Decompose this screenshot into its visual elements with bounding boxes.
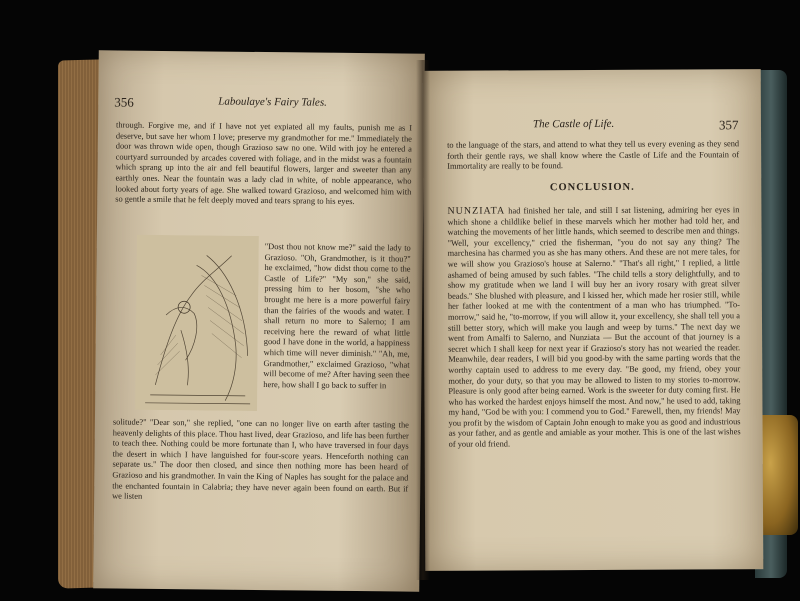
book-gutter-shadow	[416, 60, 430, 580]
dropcap-word: NUNZIATA	[447, 205, 506, 217]
right-paragraph-2-text: had finished her tale, and still I sat listening, admiring her eyes in which shone a childlike belief in these marvels which her mother had told her, and watching the movements of her little hands, which seemed to describe men and things. "Well, your excellency," cried the fisherman, "you do not say any thing? The marchesina has charmed you as she has many others. And these are not mere tales, for we will show you Grazioso's house at Salerno." "That's all right," I replied, a little ashamed of being amused by such fables. "The child tells a story delightfully, and to show my gratitude when we land I will buy her an ivory rosary with great silver beads." She blushed with pleasure, and I kissed her, which made her rosier still, while her father looked at me with the contentment of a man who has triumphed. "To-morrow," said he, "to-morrow, if you will allow it, your excellency, she shall tell you a still better story, which will make you laugh and weep by turns." The next day we went from Amalfi to Salerno, and Nunziata — But the account of that journey is a secret which I shall keep for next year if Grazioso's story has not wearied the reader. Meanwhile, dear readers, I will bid you good-by with the same parting words that the worthy captain used to address to me every day. "Be good, my friend, obey your mother, do your duty, so that you may be allowed to listen to my stories to-morrow. Pleasure is only good after being earned. Work is the sweeter for duty coming first. He who has worked the hardest enjoys himself the most. And now," he used to add, taking my hand, "God be with you: I commend you to God." Farewell, then, my friends! May you profit by the wisdom of Captain John enough to make you as good and industrious as your father, and as gentle and amiable as your mother. This is one of the last wishes of your old friend.	[447, 205, 741, 449]
right-paragraph-1: to the language of the stars, and attend to what they tell us every evening as they send forth their gentle rays, we shall know where the Castle of Life and the Fountain of Immortality are really to be found.	[447, 139, 740, 171]
conclusion-heading: CONCLUSION.	[549, 181, 635, 194]
left-running-title: Laboulaye's Fairy Tales.	[218, 95, 327, 109]
left-page	[93, 50, 425, 591]
left-page-number: 356	[114, 94, 134, 110]
right-page-number: 357	[718, 117, 739, 133]
right-paragraph-2	[447, 205, 740, 450]
right-page	[423, 69, 764, 571]
left-paragraph-1: through. Forgive me, and if I have not yet expiated all my faults, punish me as I deserve, but save her whom I love; preserve my grandmother for me." Immediately the door was thrown wide open, though Grazioso saw no one. Wild with joy he entered a courtyard surrounded by arcades covered with foliage, and in the midst was a fountain which sprang up into the air and fell beautiful flowers, larger and sweeter than any earthly ones. Near the fountain was a lady clad in white, of noble appearance, who looked about forty years of age. She walked toward Grazioso, and welcomed him with so gentle a smile that he felt deeply moved and tears sprang to his eyes.	[115, 120, 413, 207]
right-running-title: The Castle of Life.	[532, 117, 615, 131]
engraving-svg	[135, 235, 259, 411]
left-paragraph-2: "Dost thou not know me?" said the lady to Grazioso. "Oh, Grandmother, is it thou?" he exclaimed, "how didst thou come to the Castle of Life?" "My son," she said, pressing him to her bosom, "she who brought me here is a more powerful fairy than the fairies of the woods and water. I shall return no more to Salerno; I am receiving here the reward of what little good I have done in the world, a happiness which time will never diminish." "Ah, me, Grandmother," exclaimed Grazioso, "what will become of me? After having seen thee here, how shall I go back to suffer in	[263, 242, 411, 391]
left-paragraph-3: solitude?" "Dear son," she replied, "one can no longer live on earth after tasting the heavenly delights of this place. Thou hast lived, dear Grazioso, and life has been further to teach thee. Nothing could be more fortunate than I, who have traversed in four days the desert in which I have languished for four-score years. Henceforth nothing can separate us." The door then closed, and since then nothing more has been heard of Grazioso and his grandmother. In vain the King of Naples has sought for the palace and the enchanted fountain in Calabria; they have never again been found on earth. But if we listen	[112, 417, 409, 501]
